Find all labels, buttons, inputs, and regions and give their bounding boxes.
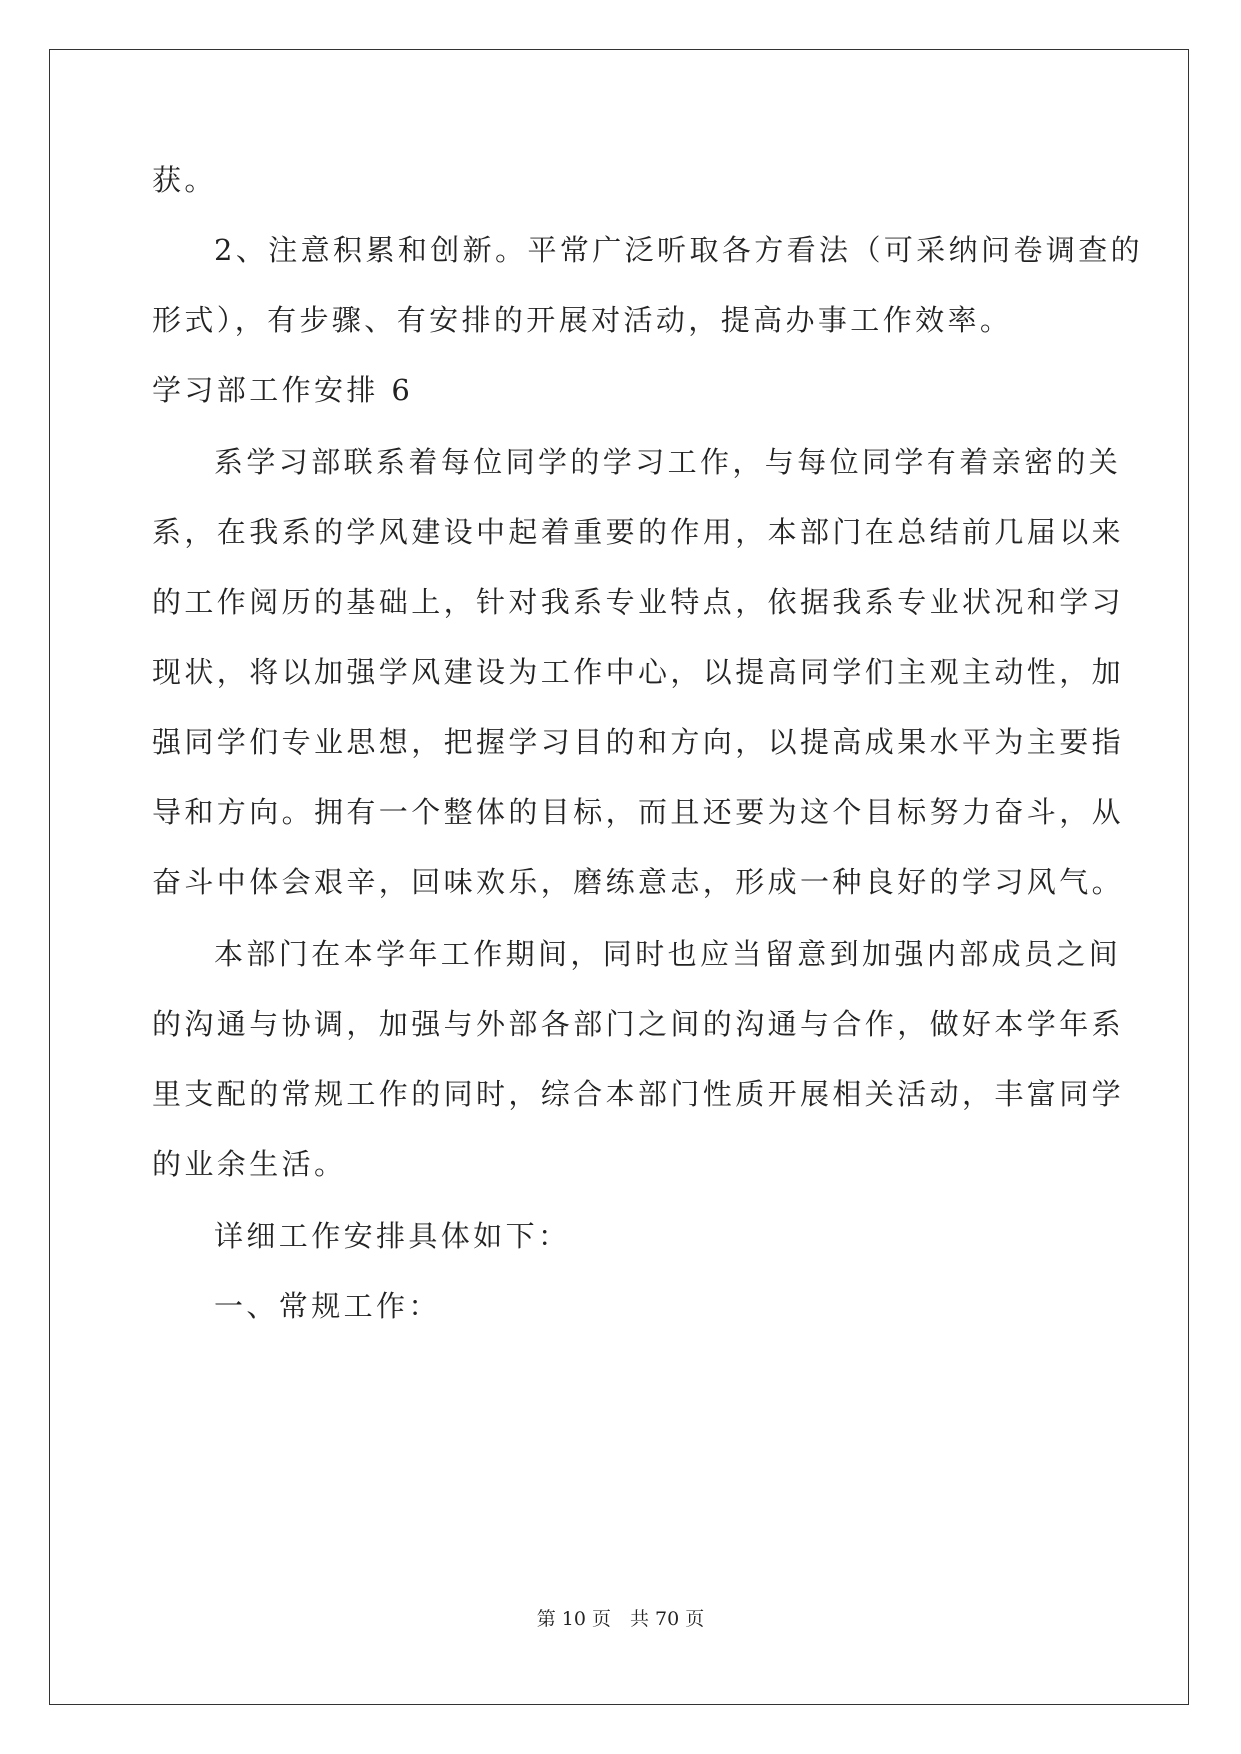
section-heading: 学习部工作安排 6 xyxy=(152,373,414,407)
paragraph-line: 一、常规工作： xyxy=(214,1289,441,1323)
paragraph-line: 的业余生活。 xyxy=(152,1147,347,1181)
paragraph-line: 的工作阅历的基础上，针对我系专业特点，依据我系专业状况和学习 xyxy=(152,585,1125,619)
paragraph-line: 里支配的常规工作的同时，综合本部门性质开展相关活动，丰富同学 xyxy=(152,1077,1125,1111)
paragraph-line: 获。 xyxy=(152,163,217,197)
paragraph-line: 详细工作安排具体如下： xyxy=(214,1219,571,1253)
paragraph-line: 系，在我系的学风建设中起着重要的作用，本部门在总结前几届以来 xyxy=(152,515,1125,549)
page-number: 第 10 页 共 70 页 xyxy=(536,1608,705,1630)
paragraph-line: 2、注意积累和创新。平常广泛听取各方看法（可采纳问卷调查的 xyxy=(214,233,1144,267)
paragraph-line: 导和方向。拥有一个整体的目标，而且还要为这个目标努力奋斗，从 xyxy=(152,795,1125,829)
paragraph-line: 强同学们专业思想，把握学习目的和方向，以提高成果水平为主要指 xyxy=(152,725,1125,759)
paragraph-line: 的沟通与协调，加强与外部各部门之间的沟通与合作，做好本学年系 xyxy=(152,1007,1125,1041)
paragraph-line: 现状，将以加强学风建设为工作中心，以提高同学们主观主动性，加 xyxy=(152,655,1125,689)
paragraph-line: 系学习部联系着每位同学的学习工作，与每位同学有着亲密的关 xyxy=(214,445,1122,479)
paragraph-line: 奋斗中体会艰辛，回味欢乐，磨练意志，形成一种良好的学习风气。 xyxy=(152,865,1125,899)
page-footer xyxy=(0,1606,1241,1632)
paragraph-line: 形式），有步骤、有安排的开展对活动，提高办事工作效率。 xyxy=(152,303,1013,337)
paragraph-line: 本部门在本学年工作期间，同时也应当留意到加强内部成员之间 xyxy=(214,937,1122,971)
